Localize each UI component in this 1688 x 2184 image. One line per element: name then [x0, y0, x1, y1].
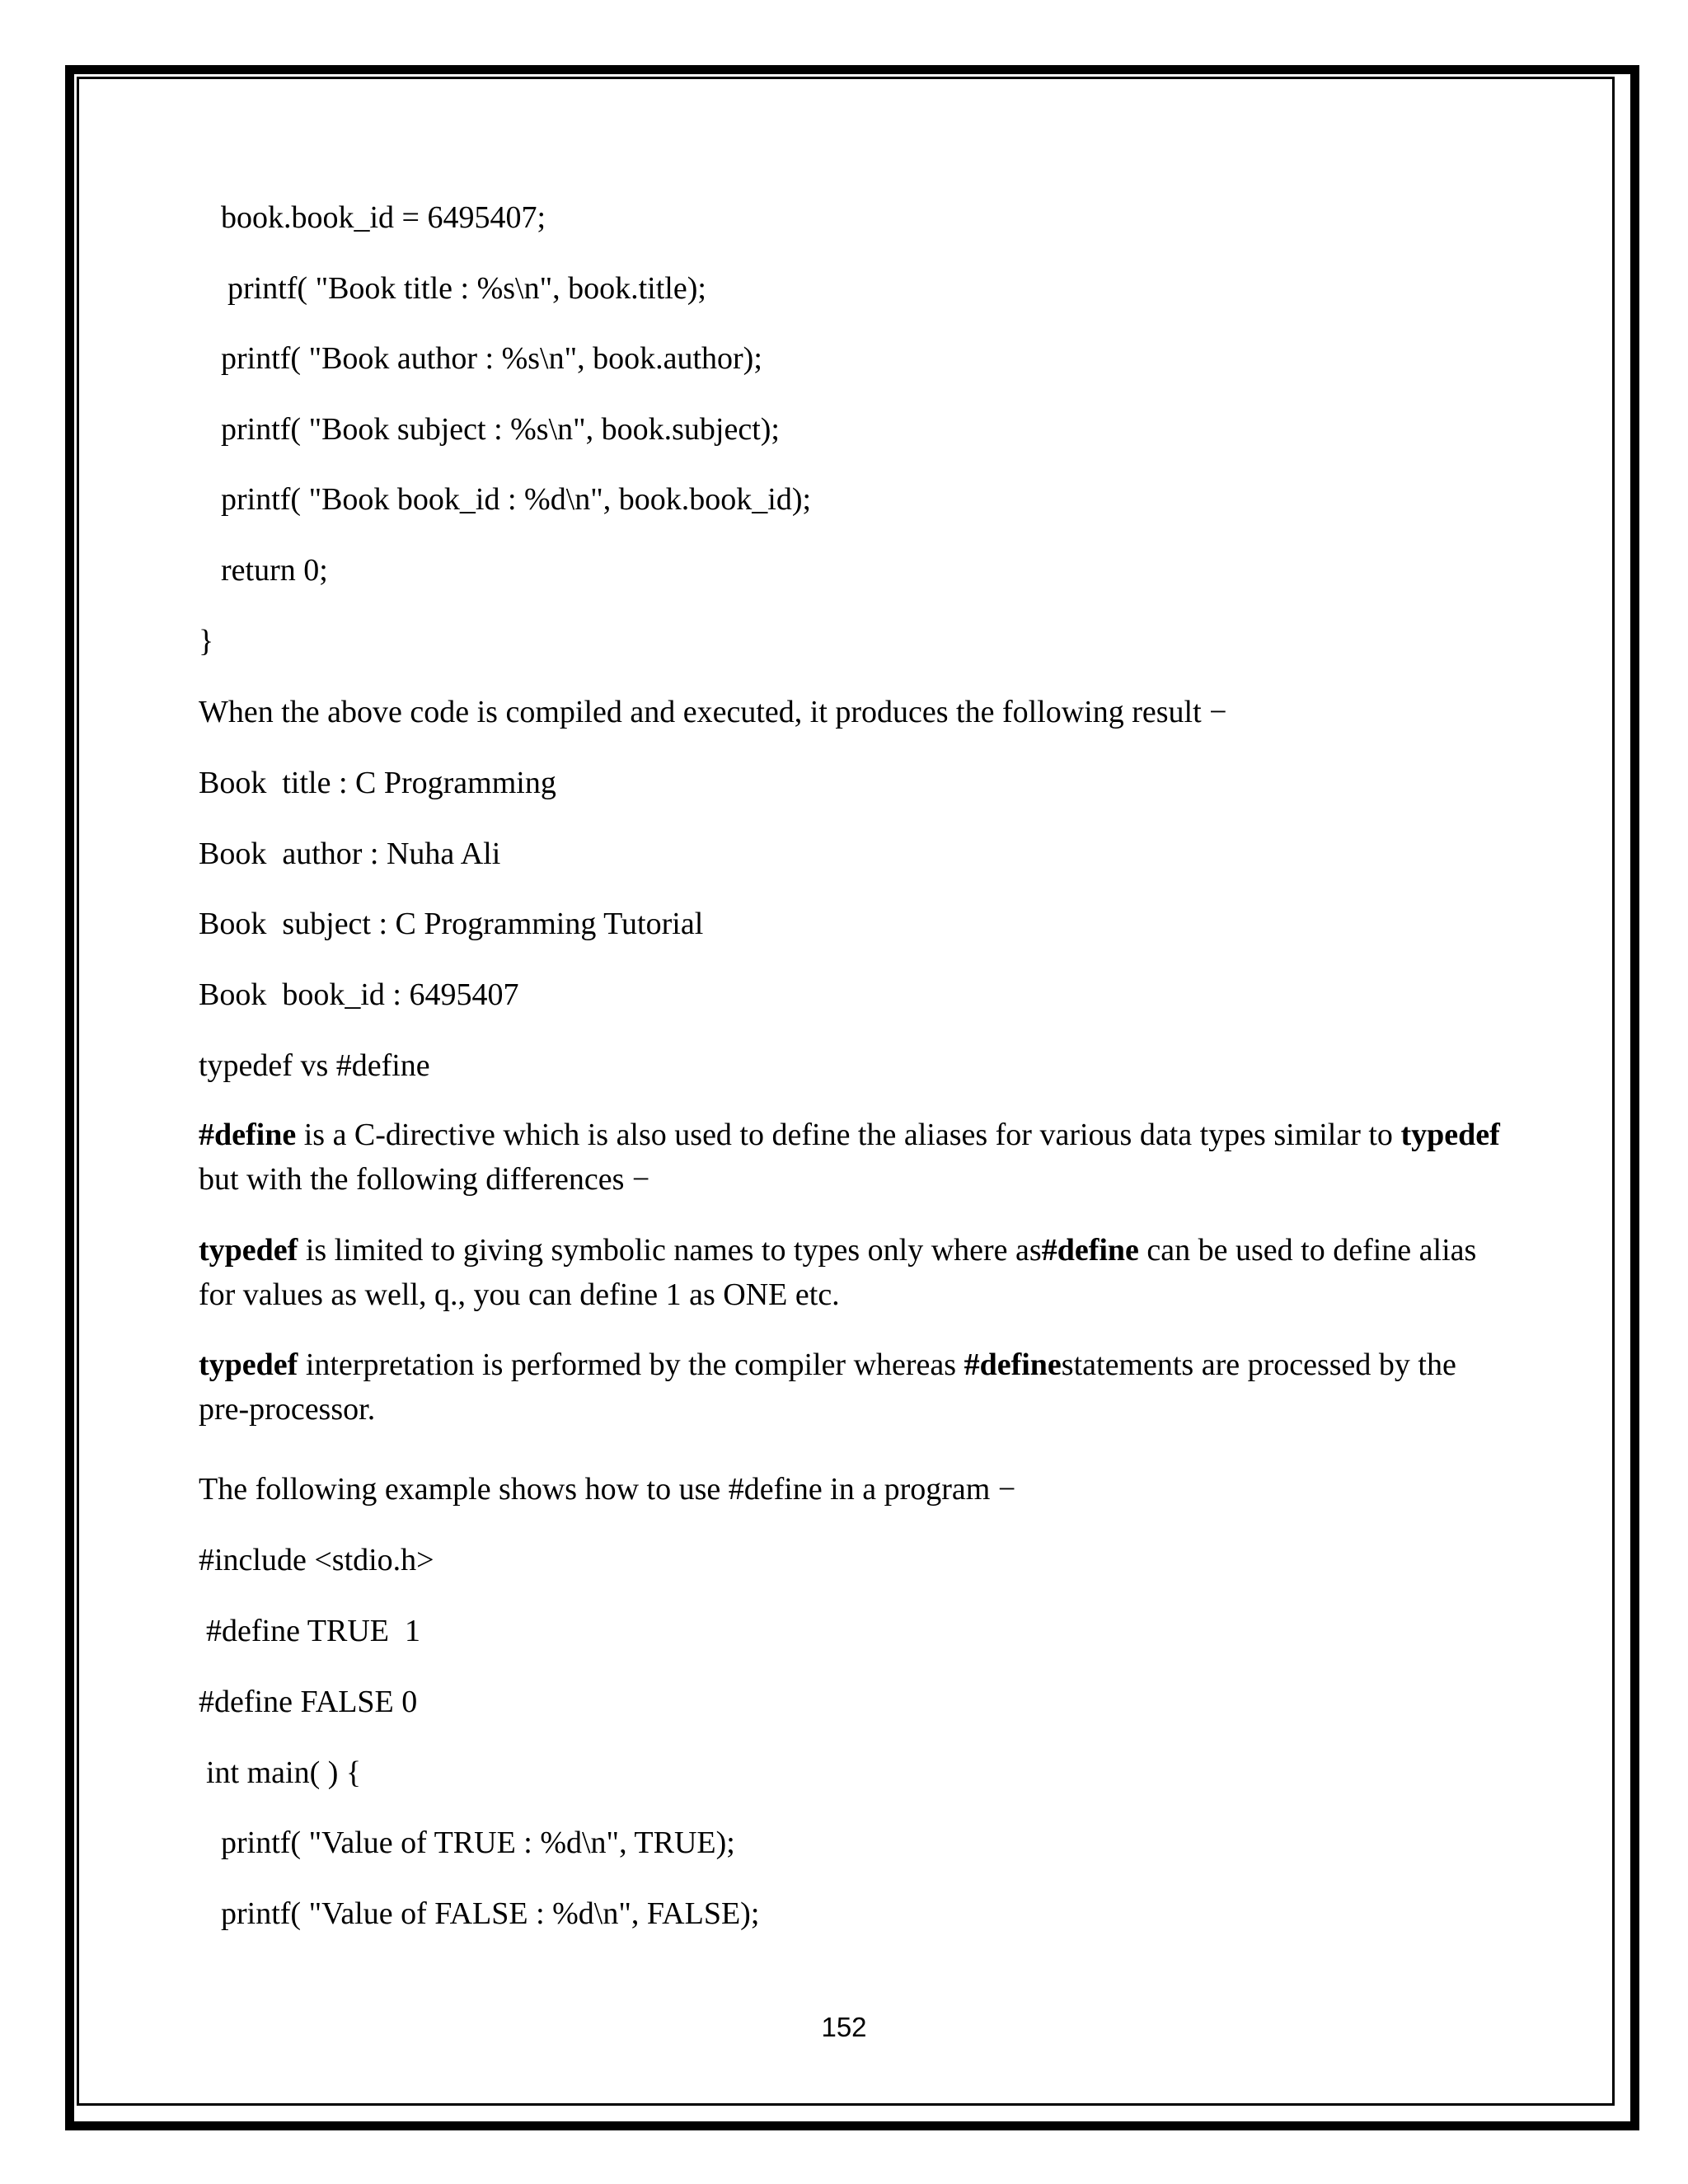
- code-line: #define TRUE 1: [206, 1614, 420, 1648]
- code-line: printf( "Value of FALSE : %d\n", FALSE);: [221, 1896, 760, 1931]
- bold-term: typedef: [199, 1347, 298, 1382]
- bold-term: #define: [964, 1347, 1062, 1382]
- page-border-inner: [77, 77, 1615, 2106]
- code-line: printf( "Book author : %s\n", book.author);: [221, 341, 762, 376]
- code-line: book.book_id = 6495407;: [221, 200, 546, 235]
- bold-term: #define: [199, 1118, 297, 1152]
- output-line: Book author : Nuha Ali: [199, 837, 501, 871]
- output-line: Book title : C Programming: [199, 766, 556, 800]
- bold-term: #define: [1041, 1233, 1139, 1268]
- bold-term: typedef: [1400, 1118, 1500, 1152]
- code-line: int main( ) {: [206, 1755, 362, 1790]
- paragraph-interpretation: typedef interpretation is performed by the compiler whereas #definestatements are processed by the pre-processor.: [199, 1347, 1456, 1427]
- code-line: }: [199, 624, 214, 658]
- page-number: 152: [821, 2012, 867, 2042]
- example-intro: The following example shows how to use #define in a program −: [199, 1472, 1016, 1507]
- paragraph-define-intro: #define is a C-directive which is also used to define the aliases for various data types similar to typedef but with the following differences −: [199, 1118, 1500, 1197]
- output-line: Book subject : C Programming Tutorial: [199, 907, 704, 941]
- code-line: #define FALSE 0: [199, 1685, 418, 1719]
- section-heading: typedef vs #define: [199, 1048, 430, 1083]
- code-line: printf( "Book subject : %s\n", book.subject);: [221, 412, 780, 447]
- code-line: #include <stdio.h>: [199, 1543, 434, 1577]
- code-line: printf( "Book book_id : %d\n", book.book_id);: [221, 482, 812, 517]
- code-line: printf( "Book title : %s\n", book.title);: [227, 271, 706, 306]
- result-intro: When the above code is compiled and executed, it produces the following result −: [199, 695, 1227, 729]
- code-line: return 0;: [221, 553, 328, 588]
- bold-term: typedef: [199, 1233, 298, 1268]
- code-line: printf( "Value of TRUE : %d\n", TRUE);: [221, 1825, 735, 1860]
- output-line: Book book_id : 6495407: [199, 977, 519, 1012]
- paragraph-typedef-limits: typedef is limited to giving symbolic names to types only where as#define can be used to define alias for values as well, q., you can define 1 as ONE etc.: [199, 1233, 1477, 1312]
